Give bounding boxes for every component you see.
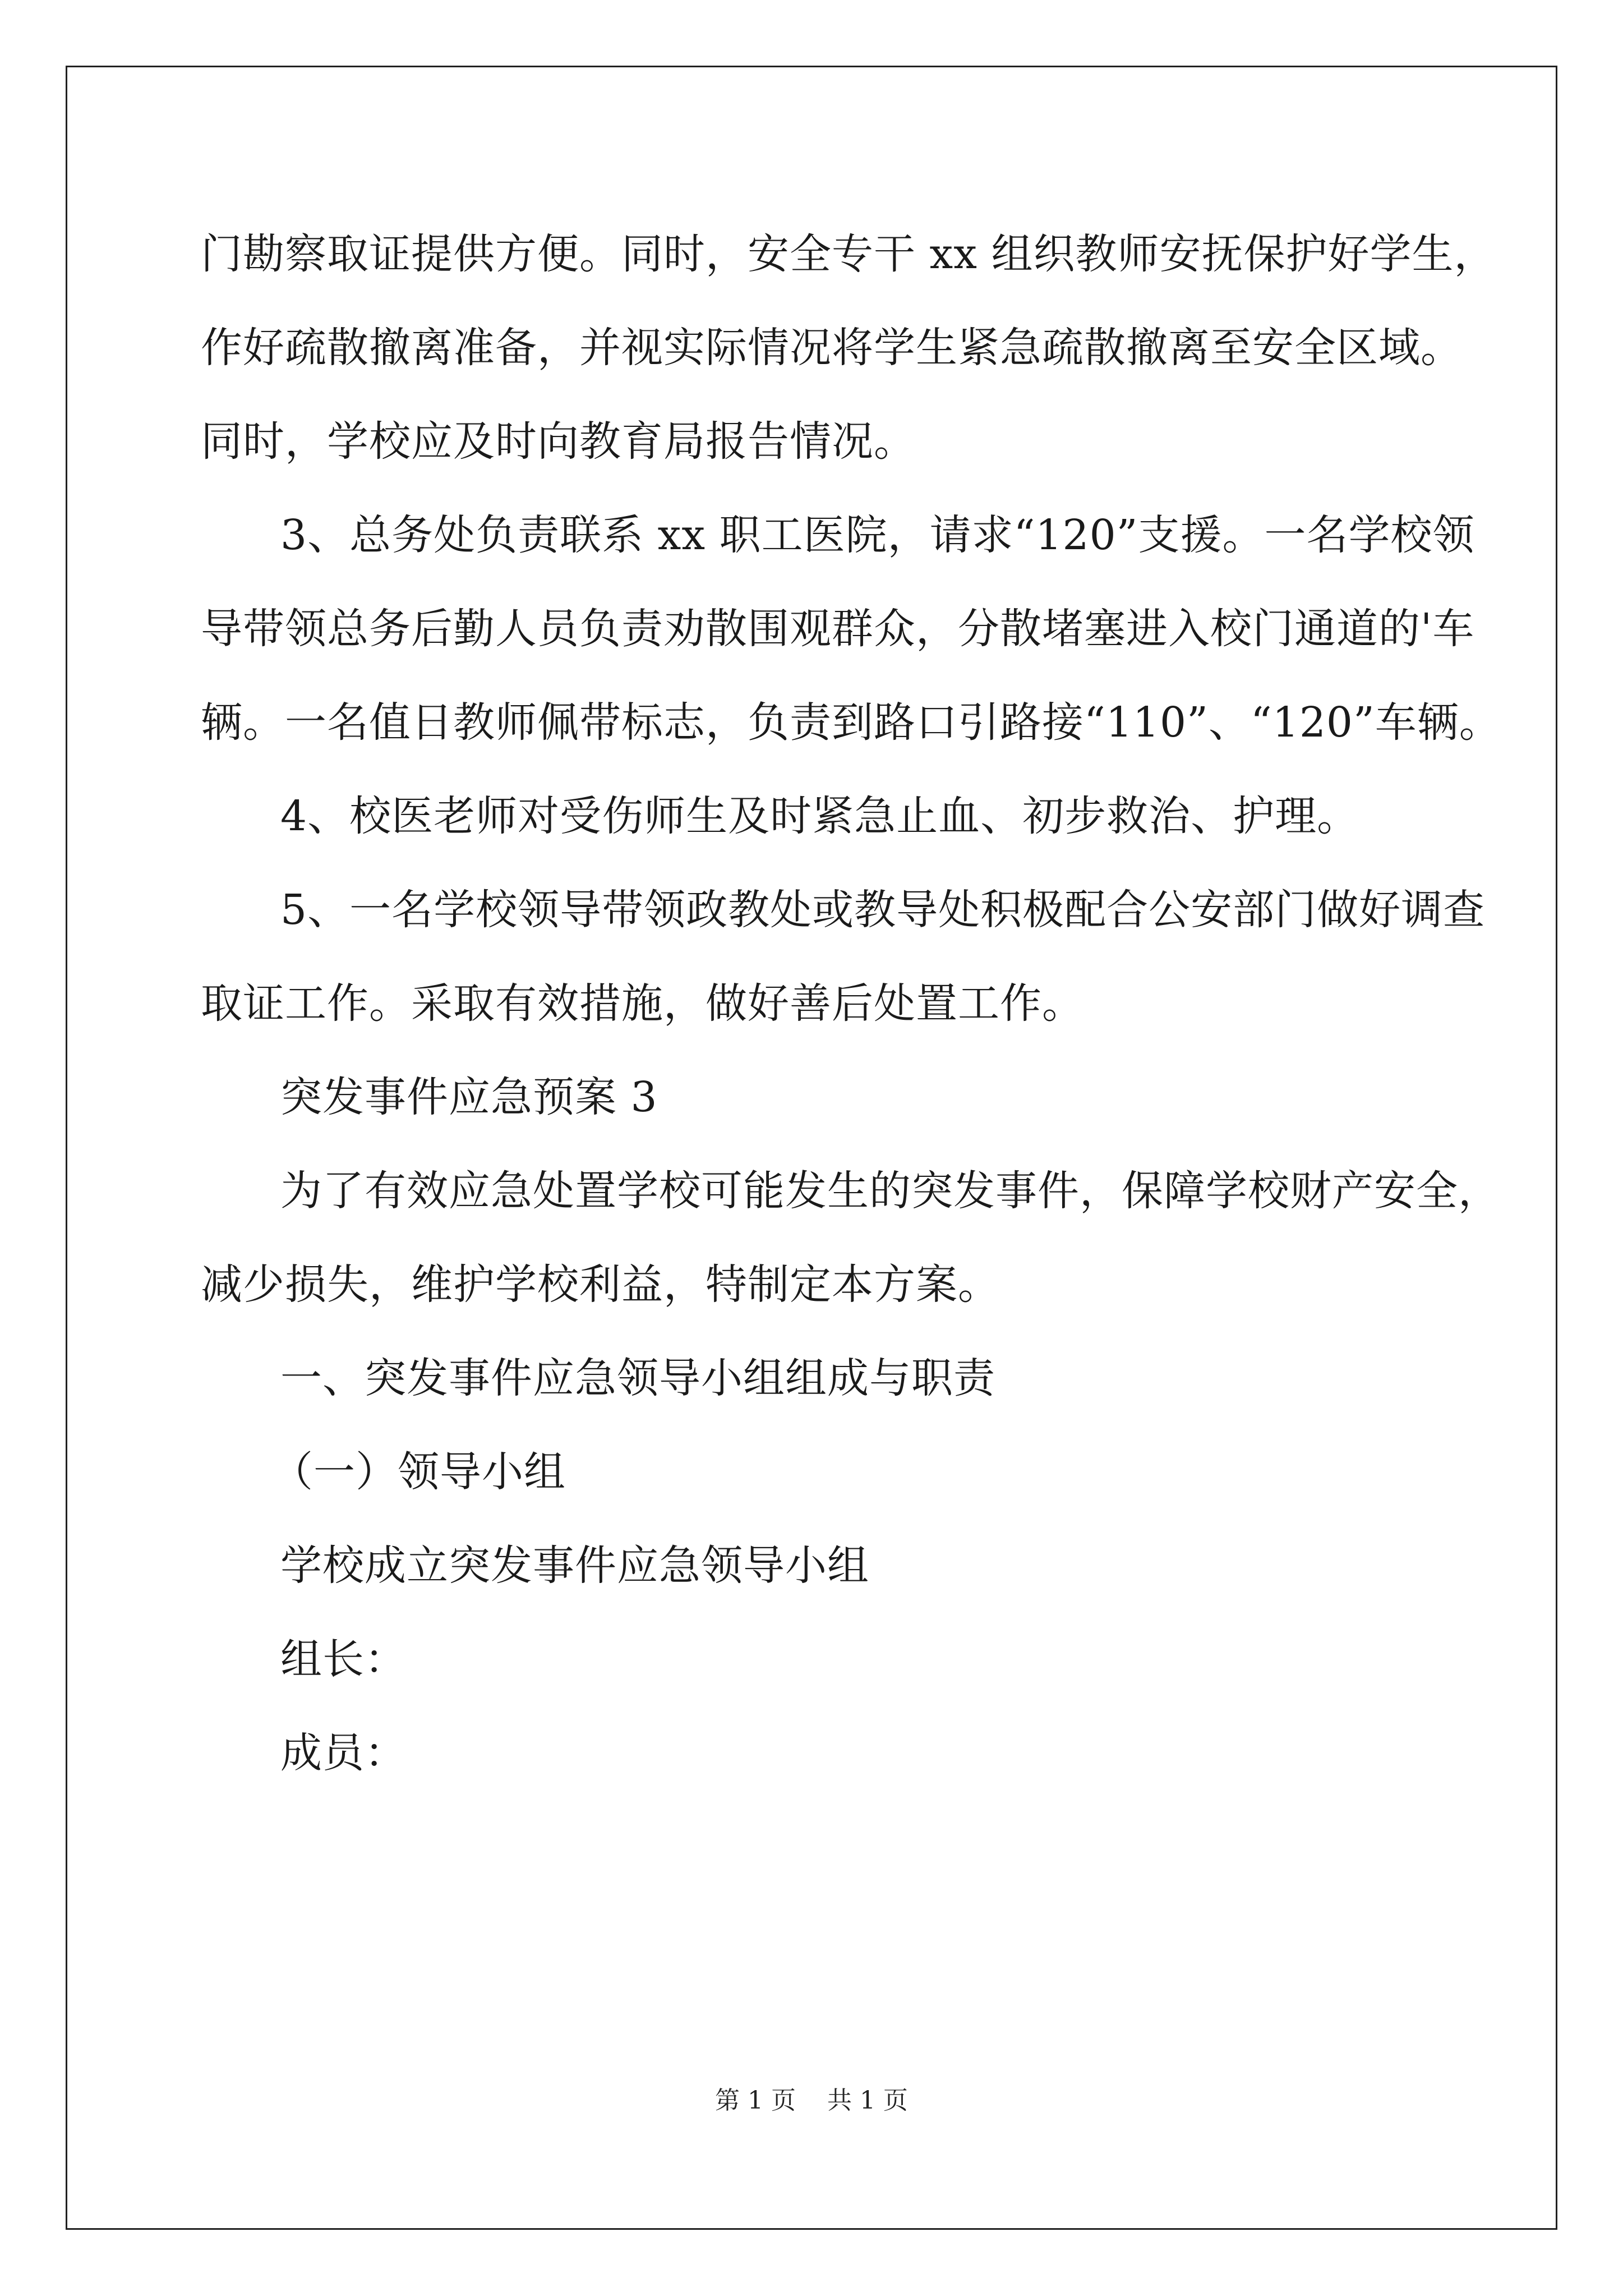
body-line: 3、总务处负责联系 xx 职工医院，请求“120”支援。一名学校领 — [280, 511, 1475, 559]
page-number-footer: 第 1 页 共 1 页 — [715, 2086, 908, 2115]
body-line: 辆。一名值日教师佩带标志，负责到路口引路接“110”、“120”车辆。 — [201, 698, 1501, 747]
body-line: 门勘察取证提供方便。同时，安全专干 xx 组织教师安抚保护好学生， — [201, 230, 1496, 278]
body-line: 组长： — [280, 1635, 407, 1683]
body-line: 4、校医老师对受伤师生及时紧急止血、初步救治、护理。 — [280, 792, 1359, 840]
body-line: 取证工作。采取有效措施，做好善后处置工作。 — [201, 979, 1084, 1028]
body-line: 成员： — [280, 1729, 407, 1777]
page-border — [66, 66, 1557, 2230]
body-line: 作好疏散撤离准备，并视实际情况将学生紧急疏散撤离至安全区域。 — [201, 324, 1463, 372]
section-heading: 一、突发事件应急领导小组组成与职责 — [280, 1354, 995, 1402]
body-line: 为了有效应急处置学校可能发生的突发事件，保障学校财产安全， — [280, 1167, 1500, 1215]
body-line: 减少损失，维护学校利益，特制定本方案。 — [201, 1260, 1000, 1309]
body-line: 同时，学校应及时向教育局报告情况。 — [201, 417, 916, 466]
body-line: 导带领总务后勤人员负责劝散围观群众，分散堵塞进入校门通道的'车 — [201, 605, 1475, 653]
body-line: 5、一名学校领导带领政教处或教导处积极配合公安部门做好调查 — [280, 886, 1486, 934]
body-line: 学校成立突发事件应急领导小组 — [280, 1542, 869, 1590]
subsection-heading: （一）领导小组 — [271, 1448, 566, 1496]
section-heading: 突发事件应急预案 3 — [280, 1073, 658, 1121]
